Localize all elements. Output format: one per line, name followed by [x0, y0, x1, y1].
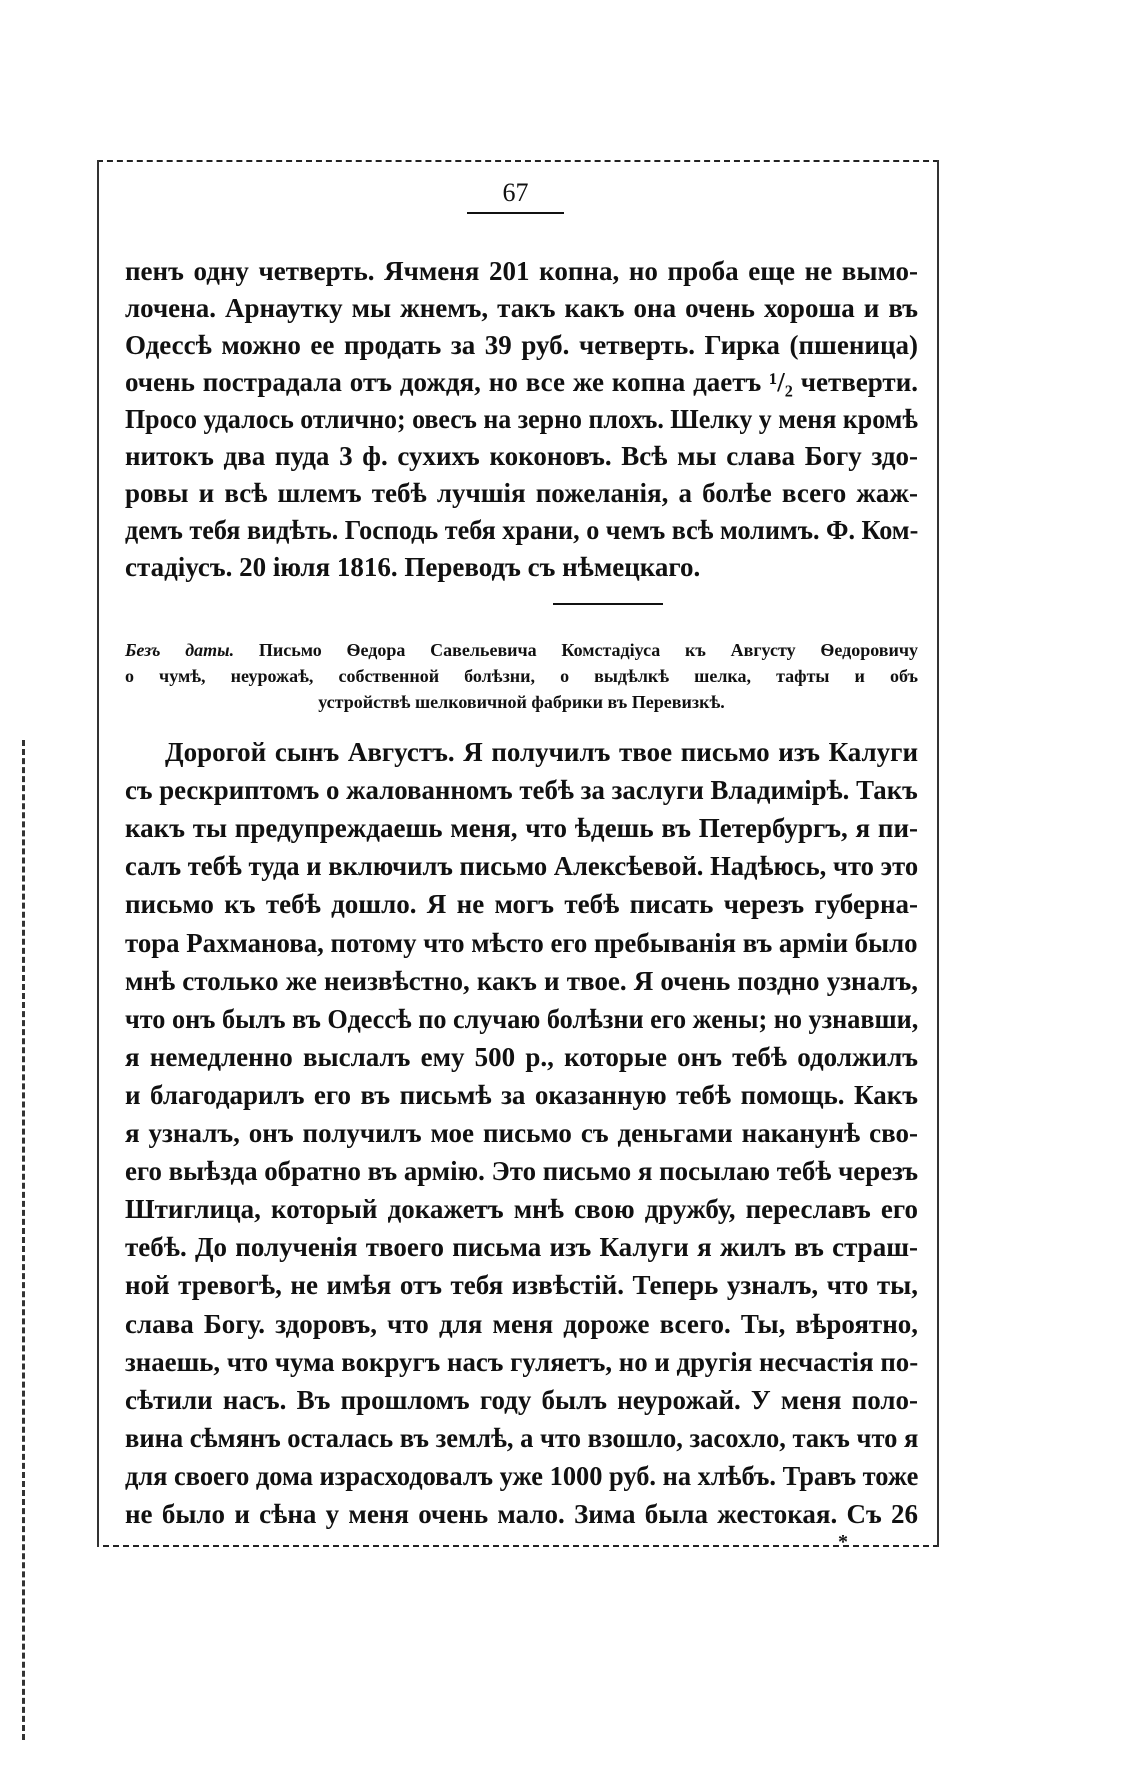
text-line: мнѣ столько же неизвѣстно, какъ и твое. Я очень поздно узналъ, — [125, 965, 918, 996]
text-line: что онъ былъ въ Одессѣ по случаю болѣзни его жены; но узнавши, — [125, 1003, 919, 1034]
text-line: очень пострадала отъ дождя, но все же копна даетъ ¹/₂ четверти. — [125, 367, 918, 397]
text-line: лочена. Арнаутку мы жнемъ, такъ какъ она очень хороша и въ — [125, 293, 918, 323]
text-line: я узналъ, онъ получилъ мое письмо съ деньгами наканунѣ сво- — [125, 1118, 918, 1148]
text-line: слава Богу. здоровъ, что для меня дороже всего. Ты, вѣроятно, — [125, 1308, 918, 1339]
text-line: сѣтили насъ. Въ прошломъ году былъ неурожай. У меня поло- — [125, 1384, 918, 1415]
scan-margin-line — [22, 740, 25, 1740]
footer-mark: * — [838, 1531, 848, 1553]
text-line: Штиглица, который докажетъ мнѣ свою дружбу, переславъ его — [125, 1194, 918, 1225]
text-line: Дорогой сынъ Августъ. Я получилъ твое письмо изъ Калуги — [165, 737, 918, 767]
letter-heading-line-2: о чумѣ, неурожаѣ, собственной болѣзни, о выдѣлкѣ шелка, тафты и объ — [125, 666, 918, 686]
page-number: 67 — [502, 178, 529, 207]
text-line: Одессѣ можно ее продать за 39 руб. четверть. Гирка (пшеница) — [125, 330, 918, 360]
text-line: демъ тебя видѣть. Господь тебя храни, о чемъ всѣ молимъ. Ф. Ком- — [125, 515, 919, 545]
text-line: ровы и всѣ шлемъ тебѣ лучшія пожеланія, а болѣе всего жаж- — [125, 478, 918, 508]
page-frame-bottom — [103, 1545, 939, 1547]
text-line: не было и сѣна у меня очень мало. Зима была жестокая. Съ 26 — [125, 1499, 918, 1529]
text-line: пенъ одну четверть. Ячменя 201 копна, но проба еще не вымо- — [125, 256, 918, 286]
text-line: съ рескриптомъ о жалованномъ тебѣ за заслуги Владимірѣ. Такъ — [125, 775, 918, 806]
text-line: тебѣ. До полученія твоего письма изъ Калуги я жилъ въ страш- — [125, 1232, 918, 1263]
text-line: его выѣзда обратно въ армію. Это письмо я посылаю тебѣ черезъ — [125, 1156, 919, 1187]
text-line: и благодарилъ его въ письмѣ за оказанную тебѣ помощь. Какъ — [125, 1079, 918, 1110]
page-frame-top — [97, 160, 939, 162]
text-line: знаешь, что чума вокругъ насъ гуляетъ, но и другія несчастія по- — [125, 1346, 919, 1377]
text-line: ной тревогѣ, не имѣя отъ тебя извѣстій. Теперь узналъ, что ты, — [125, 1270, 918, 1301]
text-line: салъ тебѣ туда и включилъ письмо Алексѣевой. Надѣюсь, что это — [125, 851, 919, 882]
text-line: тора Рахманова, потому что мѣсто его пребыванія въ арміи было — [125, 927, 918, 958]
text-line: я немедленно выслалъ ему 500 р., которые онъ тебѣ одолжилъ — [125, 1041, 918, 1072]
heading-line-1-text: Письмо Ѳедора Савельевича Комстадіуса къ Августу Ѳедоровичу — [234, 640, 918, 660]
letter-heading-line-1 — [125, 639, 918, 661]
text-line: письмо къ тебѣ дошло. Я не могъ тебѣ писать черезъ губерна- — [125, 889, 918, 920]
text-line: Просо удалось отлично; овесъ на зерно плохъ. Шелку у меня кромѣ — [125, 404, 918, 434]
date-label: Безъ даты. — [125, 640, 235, 660]
page-number-rule — [467, 212, 564, 214]
text-line: стадіусъ. 20 іюля 1816. Переводъ съ нѣмецкаго. — [125, 552, 701, 582]
section-separator — [553, 603, 663, 605]
page-frame-left — [97, 160, 99, 1547]
text-line: какъ ты предупреждаешь меня, что ѣдешь въ Петербургъ, я пи- — [125, 813, 918, 844]
text-line: для своего дома израсходовалъ уже 1000 руб. на хлѣбъ. Травъ тоже — [125, 1460, 919, 1491]
text-line: нитокъ два пуда 3 ф. сухихъ коконовъ. Всѣ мы слава Богу здо- — [125, 441, 918, 471]
text-line: вина сѣмянъ осталась въ землѣ, а что взошло, засохло, такъ что я — [125, 1422, 919, 1453]
page-frame-right — [937, 160, 939, 1547]
letter-heading-line-3: устройствѣ шелковичной фабрики въ Перевизкѣ. — [318, 692, 725, 712]
